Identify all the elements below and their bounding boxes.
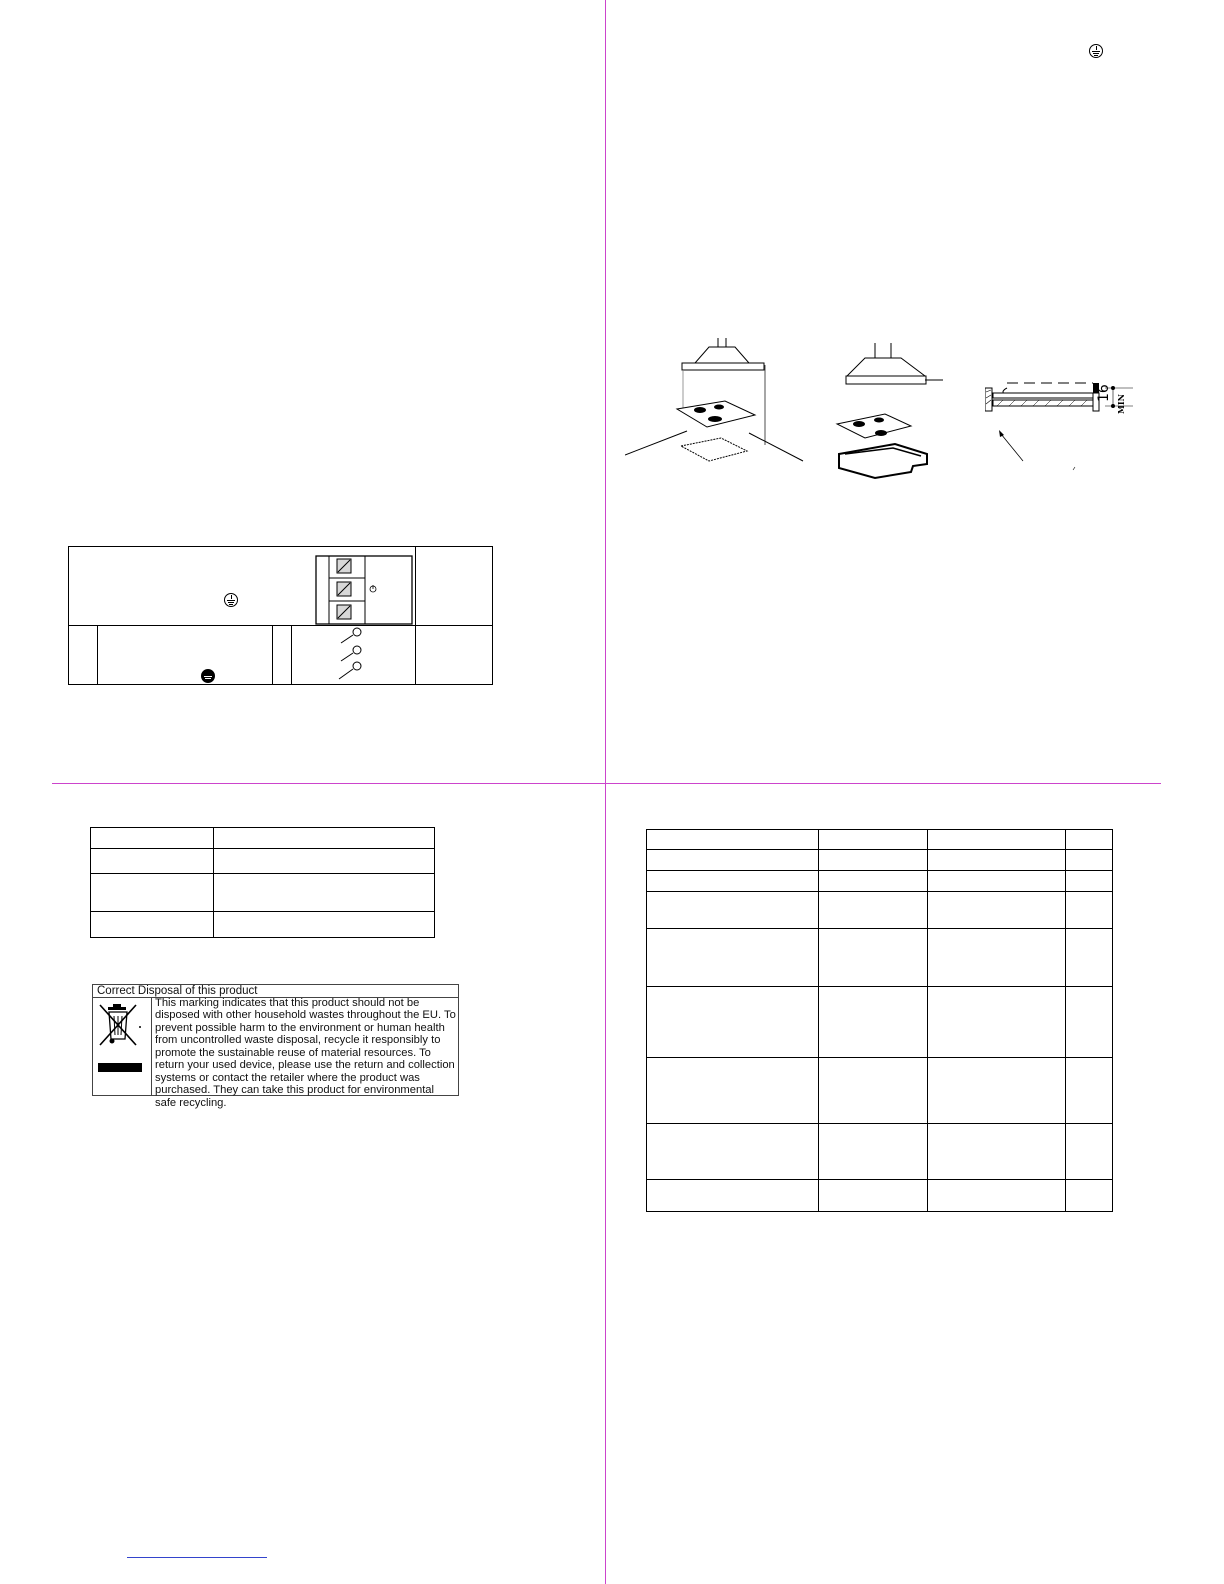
earth-icon [224, 593, 238, 607]
clearance-value: 16 [1096, 384, 1112, 402]
vertical-fold-line [605, 0, 606, 1584]
horizontal-fold-line-left [52, 783, 605, 784]
weee-disposal-notice [92, 984, 459, 1109]
disposal-body-text: This marking indicates that this product should not be disposed with other household wastes throughout the EU. To prevent possible harm to the environment or human health from uncontrolled waste disposal, recycle it responsibly to promote the sustainable reuse of material resources. To return your used device, please use the return and collection systems or contact the retailer where the product was purchased. They can take this product for environmental safe recycling. [155, 997, 456, 1109]
specification-table-small [90, 827, 435, 938]
footer-link-underline[interactable] [127, 1557, 267, 1558]
terminal-block-diagram [315, 555, 415, 627]
clearance-unit: MIN [1116, 394, 1126, 414]
horizontal-fold-line-right [606, 783, 1161, 784]
wiring-connection-table [68, 546, 493, 685]
earth-filled-icon [201, 669, 215, 683]
specification-table-large [646, 829, 1113, 1212]
crossed-out-wheelie-bin-icon [96, 1001, 148, 1081]
earth-icon [1089, 44, 1103, 58]
hood-and-hob-installation-illustration [625, 335, 810, 465]
hob-with-cabinet-illustration [835, 340, 945, 485]
disposal-heading: Correct Disposal of this product [97, 985, 258, 997]
wire-terminals-diagram [331, 627, 391, 685]
earth-icon [370, 585, 376, 592]
